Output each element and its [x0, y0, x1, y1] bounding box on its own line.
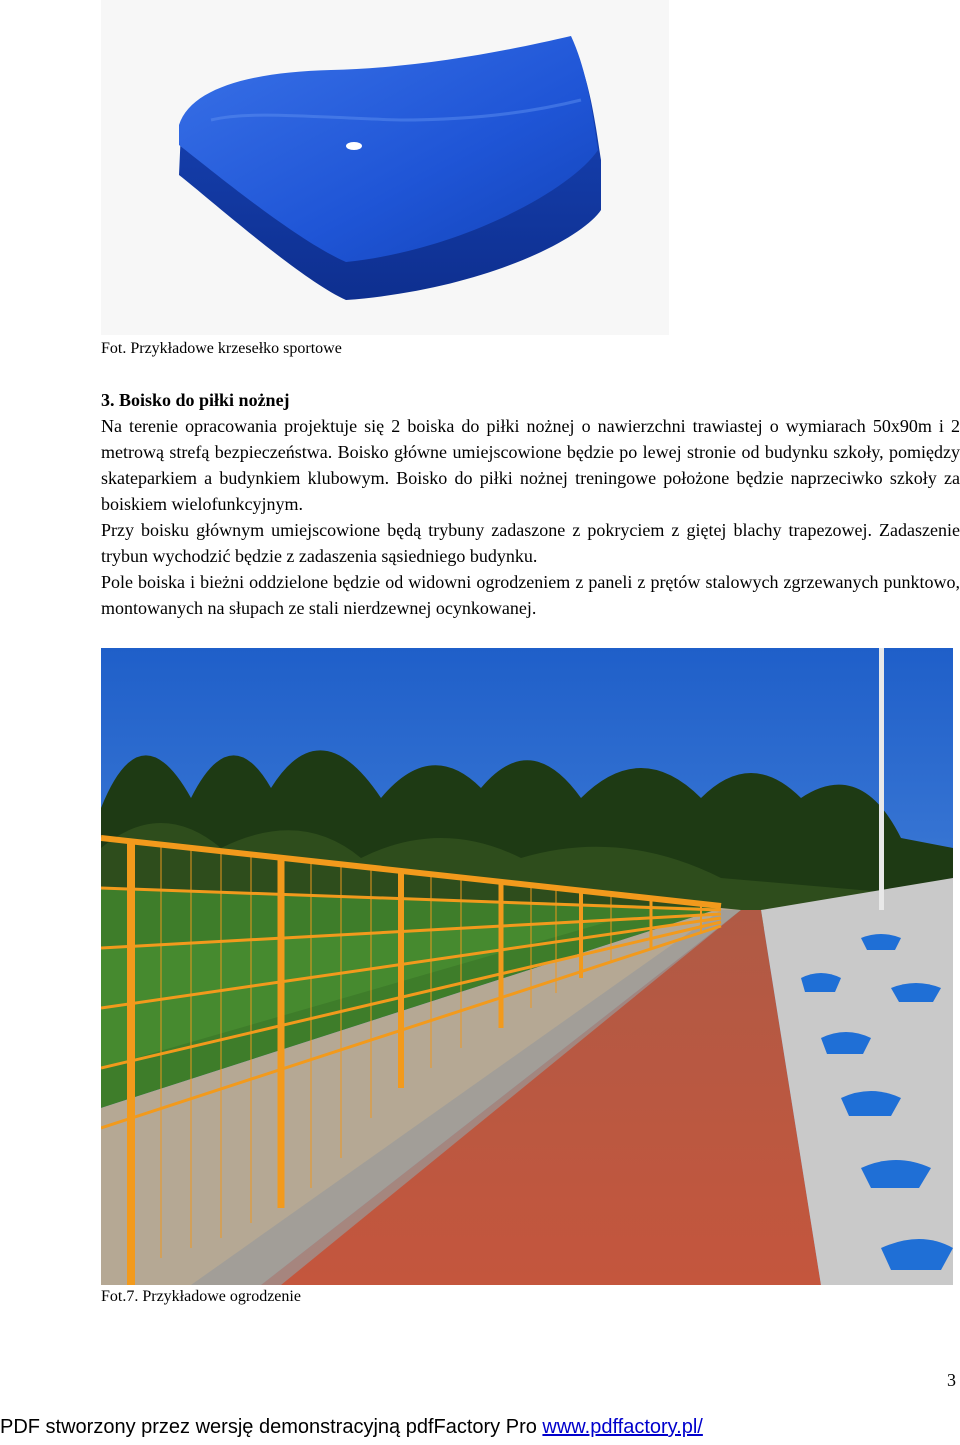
football-pitch-section [101, 387, 960, 621]
pdf-footer [0, 1414, 703, 1440]
seat-photo-caption: Fot. Przykładowe krzesełko sportowe [101, 340, 342, 357]
footer-link[interactable]: www.pdffactory.pl/ [542, 1416, 703, 1438]
fence-photo [101, 648, 953, 1285]
page-number: 3 [947, 1370, 956, 1390]
fence-photo-caption: Fot.7. Przykładowe ogrodzenie [101, 1288, 301, 1305]
section-heading: 3. Boisko do piłki nożnej [101, 390, 290, 410]
sport-seat-photo [101, 0, 669, 335]
paragraph-fencing: Pole boiska i bieżni oddzielone będzie od widowni ogrodzeniem z paneli z prętów stalowych zgrzewanych punktowo, montowanych na słupach ze stali nierdzewnej ocynkowanej. [101, 572, 960, 618]
footer-text: PDF stworzony przez wersję demonstracyjną pdfFactory Pro [0, 1416, 543, 1438]
paragraph-pitches: Na terenie opracowania projektuje się 2 boiska do piłki nożnej o nawierzchni trawiastej o wymiarach 50x90m i 2 metrową strefą bezpieczeństwa. Boisko główne umiejscowione będzie po lewej stronie od budynku szkoły, pomiędzy skateparkiem a budynkiem klubowym. Boisko do piłki nożnej treningowe położone będzie naprzeciwko szkoły za boiskiem wielofunkcyjnym. [101, 416, 960, 514]
paragraph-stands: Przy boisku głównym umiejscowione będą trybuny zadaszone z pokryciem z giętej blachy trapezowej. Zadaszenie trybun wychodzić będzie z zadaszenia sąsiedniego budynku. [101, 520, 960, 566]
